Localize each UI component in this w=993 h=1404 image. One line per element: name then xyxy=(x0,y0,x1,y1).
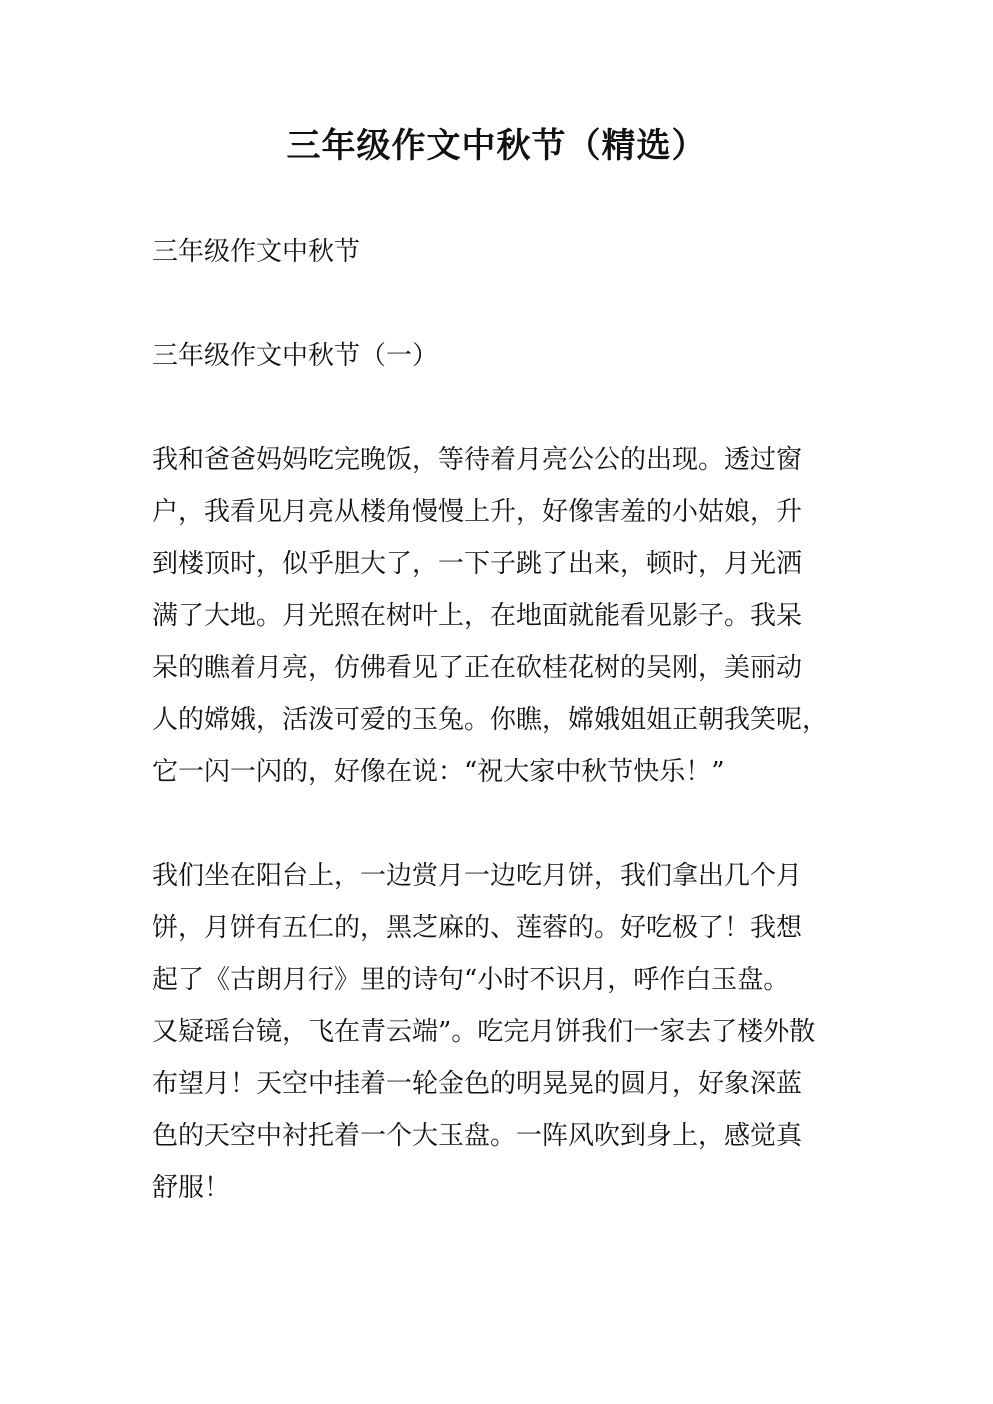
paragraph-line: 到楼顶时，似乎胆大了，一下子跳了出来，顿时，月光洒 xyxy=(152,549,803,579)
paragraph-line: 户，我看见月亮从楼角慢慢上升，好像害羞的小姑娘，升 xyxy=(152,497,803,527)
section-heading: 三年级作文中秋节（一） xyxy=(152,341,439,371)
paragraph-line: 色的天空中衬托着一个大玉盘。一阵风吹到身上，感觉真 xyxy=(152,1121,803,1151)
paragraph-line: 呆的瞧着月亮，仿佛看见了正在砍桂花树的吴刚，美丽动 xyxy=(152,653,803,683)
essay-subtitle: 三年级作文中秋节 xyxy=(152,237,361,267)
paragraph-line: 饼，月饼有五仁的，黑芝麻的、莲蓉的。好吃极了！我想 xyxy=(152,913,803,943)
paragraph-1 xyxy=(152,434,842,798)
document-title: 三年级作文中秋节（精选） xyxy=(286,126,707,166)
paragraph-line: 又疑瑶台镜，飞在青云端”。吃完月饼我们一家去了楼外散 xyxy=(152,1017,816,1047)
paragraph-line: 它一闪一闪的，好像在说：“祝大家中秋节快乐！” xyxy=(152,757,725,787)
paragraph-line: 起了《古朗月行》里的诗句“小时不识月，呼作白玉盘。 xyxy=(152,965,790,995)
paragraph-line: 舒服！ xyxy=(152,1173,231,1203)
paragraph-line: 我和爸爸妈妈吃完晚饭，等待着月亮公公的出现。透过窗 xyxy=(152,445,803,475)
paragraph-2 xyxy=(152,850,842,1214)
paragraph-line: 布望月！天空中挂着一轮金色的明晃晃的圆月，好象深蓝 xyxy=(152,1069,803,1099)
paragraph-line: 我们坐在阳台上，一边赏月一边吃月饼，我们拿出几个月 xyxy=(152,861,803,891)
paragraph-line: 人的嫦娥，活泼可爱的玉兔。你瞧，嫦娥姐姐正朝我笑呢， xyxy=(152,705,829,735)
paragraph-line: 满了大地。月光照在树叶上，在地面就能看见影子。我呆 xyxy=(152,601,803,631)
